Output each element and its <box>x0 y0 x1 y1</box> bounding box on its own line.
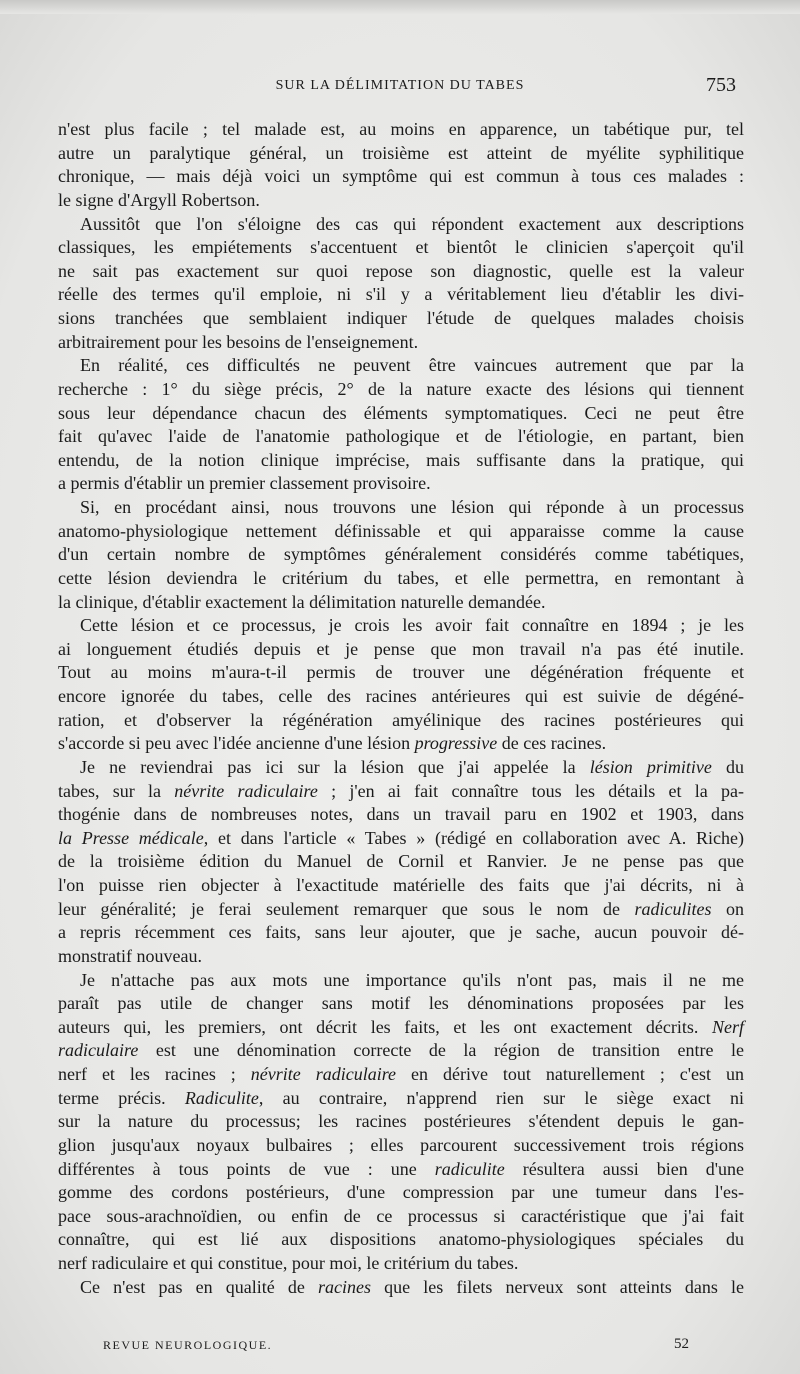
line-text: n'est plus facile ; tel malade est, au moins en apparence, un tabétique pur, tel <box>58 119 744 139</box>
line-text: autre un paralytique général, un troisième est atteint de myélite syphilitique <box>58 142 744 163</box>
line-text: Ce n'est pas en qualité de <box>80 1276 318 1297</box>
text-line <box>58 496 744 520</box>
text-line <box>58 425 744 449</box>
line-text: en dérive tout naturellement ; c'est un <box>396 1064 744 1084</box>
running-title: SUR LA DÉLIMITATION DU TABES <box>275 78 525 93</box>
line-text: ai longuement étudiés depuis et je pense que mon travail n'a pas été inutile. <box>58 638 744 659</box>
text-line <box>58 591 744 615</box>
line-text: En réalité, ces difficultés ne peuvent être vaincues autrement que par la <box>80 355 744 376</box>
line-text: entendu, de la notion clinique imprécise, mais suffisante dans la pratique, qui <box>58 449 744 470</box>
line-text: tabes, sur la <box>58 780 175 801</box>
text-line <box>58 1134 744 1158</box>
line-text: le signe d'Argyll Robertson. <box>58 189 260 210</box>
line-text: ration, et d'observer la régénération amyélinique des racines postérieures qui <box>58 709 744 730</box>
line-text: on <box>711 898 744 919</box>
italic-text: radiculite <box>434 1158 505 1179</box>
line-text: nerf radiculaire et qui constitue, pour moi, le critérium du tabes. <box>58 1253 519 1273</box>
text-line <box>58 142 744 166</box>
text-line <box>58 685 744 709</box>
text-line <box>58 520 744 544</box>
italic-text: Nerf <box>711 1016 744 1037</box>
line-text: ; j'en ai fait connaître tous les détails et la pa- <box>317 780 744 801</box>
text-line <box>58 614 744 638</box>
line-text: la clinique, d'établir exactement la délimitation naturelle demandée. <box>58 591 546 612</box>
text-line <box>58 661 744 685</box>
footer-journal-name: REVUE NEUROLOGIQUE. <box>103 1338 273 1352</box>
italic-text: névrite radiculaire <box>174 780 318 801</box>
page-number: 753 <box>706 74 736 96</box>
text-line <box>58 283 744 307</box>
text-line <box>58 260 744 284</box>
line-text: , au contraire, n'apprend rien sur le siège exact ni <box>258 1087 745 1108</box>
line-text: de ces racines. <box>497 733 607 754</box>
text-line <box>58 354 744 378</box>
line-text: différentes à tous points de vue : une <box>58 1158 435 1179</box>
text-line <box>58 118 744 142</box>
text-line <box>58 803 744 827</box>
line-text: sions tranchées que semblaient indiquer l'étude de quelques malades choisis <box>58 308 744 328</box>
line-text: Je ne reviendrai pas ici sur la lésion que j'ai appelée la <box>80 756 590 777</box>
line-text: l'on puisse rien objecter à l'exactitude matérielle des faits que j'ai décrits, ni à <box>58 875 744 895</box>
line-text: auteurs qui, les premiers, ont décrit les faits, et les ont exactement décrits. <box>58 1016 712 1037</box>
line-text: monstratif nouveau. <box>58 945 202 966</box>
line-text: d'un certain nombre de symptômes généralement considérés comme tabétiques, <box>58 544 744 565</box>
text-line <box>58 1016 744 1040</box>
line-text: ne sait pas exactement sur quoi repose son diagnostic, quelle est la valeur <box>58 260 744 281</box>
text-line <box>58 165 744 189</box>
text-line <box>58 1181 744 1205</box>
line-text: Tout au moins m'aura-t-il permis de trouver une dégénération fréquente et <box>58 662 744 683</box>
text-line <box>58 732 744 756</box>
line-text: paraît pas utile de changer sans motif les dénominations proposées par les <box>58 993 744 1014</box>
line-text: recherche : 1° du siège précis, 2° de la nature exacte des lésions qui tiennent <box>58 378 744 399</box>
text-line <box>58 331 744 355</box>
text-line <box>58 1039 744 1063</box>
line-text: thogénie dans de nombreuses notes, dans un travail paru en 1902 et 1903, dans <box>58 804 744 825</box>
line-text: gomme des cordons postérieurs, d'une compression par une tumeur dans l'es- <box>58 1182 744 1203</box>
line-text: connaître, qui est lié aux dispositions anatomo-physiologiques spéciales du <box>58 1229 744 1250</box>
italic-text: radiculaire <box>58 1040 139 1061</box>
line-text: sous leur dépendance chacun des éléments symptomatiques. Ceci ne peut être <box>58 402 744 423</box>
line-text: nerf et les racines ; <box>58 1064 251 1084</box>
line-text: glion jusqu'aux noyaux bulbaires ; elles parcourent successivement trois régions <box>58 1134 744 1155</box>
text-line <box>58 543 744 567</box>
text-line <box>58 236 744 260</box>
line-text: fait qu'avec l'aide de l'anatomie pathologique et de l'étiologie, en partant, bien <box>58 426 744 447</box>
text-line <box>58 402 744 426</box>
text-line <box>58 472 744 496</box>
line-text: sur la nature du processus; les racines postérieures s'étendent depuis le gan- <box>58 1111 744 1132</box>
text-line <box>58 1110 744 1134</box>
line-text: pace sous-arachnoïdien, ou enfin de ce processus si caractéristique que j'ai fait <box>58 1205 744 1226</box>
line-text: est une dénomination correcte de la région de transition entre le <box>138 1040 744 1061</box>
text-line <box>58 756 744 780</box>
line-text: terme précis. <box>58 1087 185 1108</box>
text-line <box>58 638 744 662</box>
text-line <box>58 378 744 402</box>
line-text: , et dans l'article « Tabes » (rédigé en collaboration avec A. Riche) <box>203 827 745 848</box>
line-text: du <box>711 756 744 777</box>
line-text: de la troisième édition du Manuel de Cornil et Ranvier. Je ne pense pas que <box>58 851 744 872</box>
text-line <box>58 921 744 945</box>
italic-text: névrite radiculaire <box>250 1064 397 1084</box>
text-line <box>58 1063 744 1087</box>
text-line <box>58 189 744 213</box>
text-line <box>58 1087 744 1111</box>
line-text: chronique, — mais déjà voici un symptôme qui est commun à tous ces malades : <box>58 166 744 187</box>
line-text: classiques, les empiétements s'accentuent et bientôt le clinicien s'aperçoit qu'il <box>58 237 744 258</box>
line-text: s'accorde si peu avec l'idée ancienne d'une lésion <box>58 733 415 754</box>
italic-text: Radiculite <box>184 1087 259 1108</box>
line-text: Je n'attache pas aux mots une importance qu'ils n'ont pas, mais il ne me <box>80 969 744 990</box>
text-line <box>58 1228 744 1252</box>
text-line <box>58 1205 744 1229</box>
line-text: leur généralité; je ferai seulement remarquer que sous le nom de <box>58 898 635 919</box>
italic-text: la Presse médicale <box>58 827 204 848</box>
text-line <box>58 874 744 898</box>
line-text: Cette lésion et ce processus, je crois les avoir fait connaître en 1894 ; je les <box>80 615 744 636</box>
text-line <box>58 213 744 237</box>
italic-text: racines <box>318 1276 371 1297</box>
footer-signature-mark: 52 <box>674 1336 689 1352</box>
text-line <box>58 1276 744 1300</box>
text-line <box>58 1158 744 1182</box>
line-text: résultera aussi bien d'une <box>504 1158 745 1179</box>
body-text <box>58 118 744 1299</box>
text-line <box>58 449 744 473</box>
text-line <box>58 307 744 331</box>
italic-text: progressive <box>414 733 498 754</box>
line-text: réelle des termes qu'il emploie, ni s'il y a véritablement lieu d'établir les divi- <box>58 284 744 305</box>
line-text: cette lésion deviendra le critérium du tabes, et elle permettra, en remontant à <box>58 567 744 588</box>
line-text: anatomo-physiologique nettement définissable et qui apparaisse comme la cause <box>58 520 744 541</box>
text-line <box>58 827 744 851</box>
line-text: a repris récemment ces faits, sans leur ajouter, que je sache, aucun pouvoir dé- <box>58 922 744 943</box>
text-line <box>58 945 744 969</box>
line-text: que les filets nerveux sont atteints dans le <box>371 1276 744 1297</box>
text-line <box>58 850 744 874</box>
line-text: arbitrairement pour les besoins de l'enseignement. <box>58 331 419 352</box>
line-text: Aussitôt que l'on s'éloigne des cas qui répondent exactement aux descriptions <box>80 213 744 234</box>
text-line <box>58 969 744 993</box>
italic-text: lésion primitive <box>589 756 712 777</box>
text-line <box>58 1252 744 1276</box>
line-text: Si, en procédant ainsi, nous trouvons une lésion qui réponde à un processus <box>80 497 744 517</box>
line-text: encore ignorée du tabes, celle des racines antérieures qui est suivie de dégéné- <box>58 686 744 706</box>
text-line <box>58 898 744 922</box>
scan-edge <box>0 0 800 14</box>
text-line <box>58 992 744 1016</box>
line-text: a permis d'établir un premier classement provisoire. <box>58 473 431 494</box>
text-line <box>58 780 744 804</box>
text-line <box>58 709 744 733</box>
text-line <box>58 567 744 591</box>
italic-text: radiculites <box>634 898 712 919</box>
